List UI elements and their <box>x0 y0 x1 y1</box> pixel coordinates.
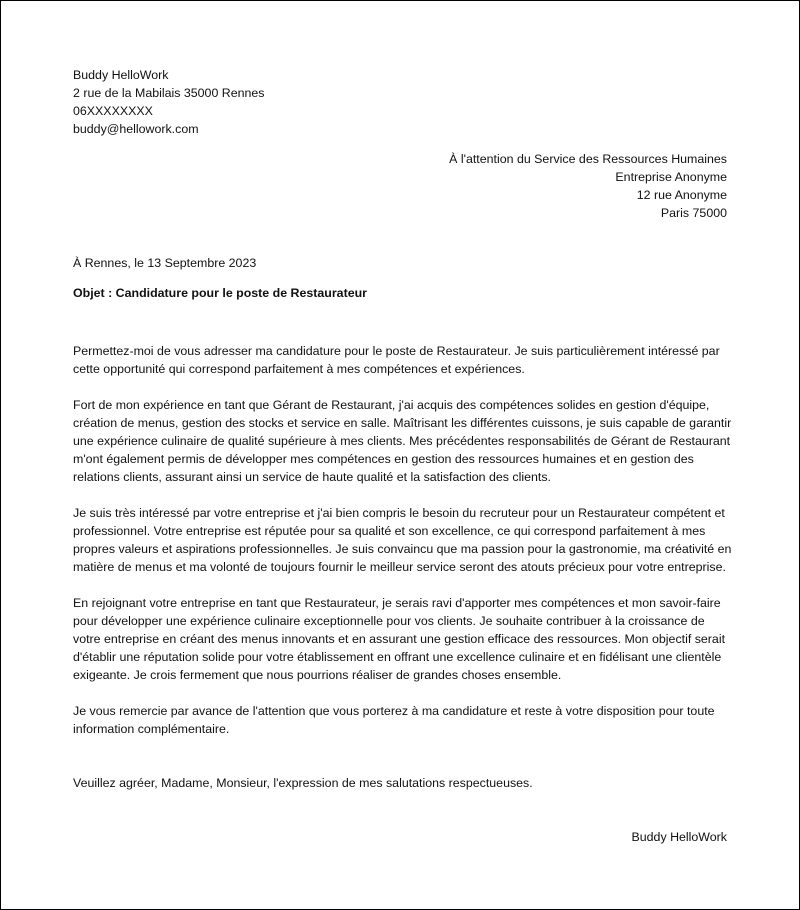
sender-phone: 06XXXXXXXX <box>73 104 153 118</box>
body-paragraph: Permettez-moi de vous adresser ma candidature pour le poste de Restaurateur. Je suis particulièrement intéressé par cette opportunité qui correspond parfaitement à mes compétences et expériences. <box>73 344 720 376</box>
sender-address: 2 rue de la Mabilais 35000 Rennes <box>73 86 265 100</box>
letter-signature: Buddy HelloWork <box>631 830 727 844</box>
recipient-attention: À l'attention du Service des Ressources Humaines <box>449 152 727 166</box>
recipient-block <box>449 150 727 222</box>
letter-closing: Veuillez agréer, Madame, Monsieur, l'expression de mes salutations respectueuses. <box>73 776 533 790</box>
recipient-company: Entreprise Anonyme <box>615 170 727 184</box>
body-paragraph: En rejoignant votre entreprise en tant que Restaurateur, je serais ravi d'apporter mes compétences et mon savoir-faire pour développer une expérience culinaire exceptionnelle pour vos clients. Je souhaite contribuer à la croissance de votre entreprise en créant des menus innovants et en assurant une gestion efficace des ressources. Mon objectif serait d'établir une réputation solide pour votre établissement en offrant une excellence culinaire et en fidélisant une clientèle exigeante. Je crois fermement que nous pourrions réaliser de grandes choses ensemble. <box>73 596 726 682</box>
sender-block <box>73 66 265 138</box>
body-paragraph: Je suis très intéressé par votre entreprise et j'ai bien compris le besoin du recruteur pour un Restaurateur compétent et professionnel. Votre entreprise est réputée pour sa qualité et son excellence, ce qui correspond parfaitement à mes propres valeurs et aspirations professionnelles. Je suis convaincu que ma passion pour la gastronomie, ma créativité en matière de menus et ma volonté de toujours fournir le meilleur service seront des atouts précieux pour votre entreprise. <box>73 506 732 574</box>
letter-subject: Objet : Candidature pour le poste de Restaurateur <box>73 286 367 300</box>
body-paragraph: Fort de mon expérience en tant que Gérant de Restaurant, j'ai acquis des compétences solides en gestion d'équipe, création de menus, gestion des stocks et service en salle. Maîtrisant les différentes cuissons, je suis capable de garantir une expérience culinaire de qualité supérieure à mes clients. Mes précédentes responsabilités de Gérant de Restaurant m'ont également permis de développer mes compétences en gestion des ressources humaines et en gestion des relations clients, assurant ainsi un service de haute qualité et la satisfaction des clients. <box>73 398 732 484</box>
recipient-city: Paris 75000 <box>660 206 727 220</box>
letter-date: À Rennes, le 13 Septembre 2023 <box>73 256 257 270</box>
body-paragraph: Je vous remercie par avance de l'attention que vous porterez à ma candidature et reste à votre disposition pour toute information complémentaire. <box>73 704 715 736</box>
letter-body <box>73 342 733 756</box>
sender-name: Buddy HelloWork <box>73 68 169 82</box>
recipient-street: 12 rue Anonyme <box>636 188 727 202</box>
sender-email: buddy@hellowork.com <box>73 122 199 136</box>
